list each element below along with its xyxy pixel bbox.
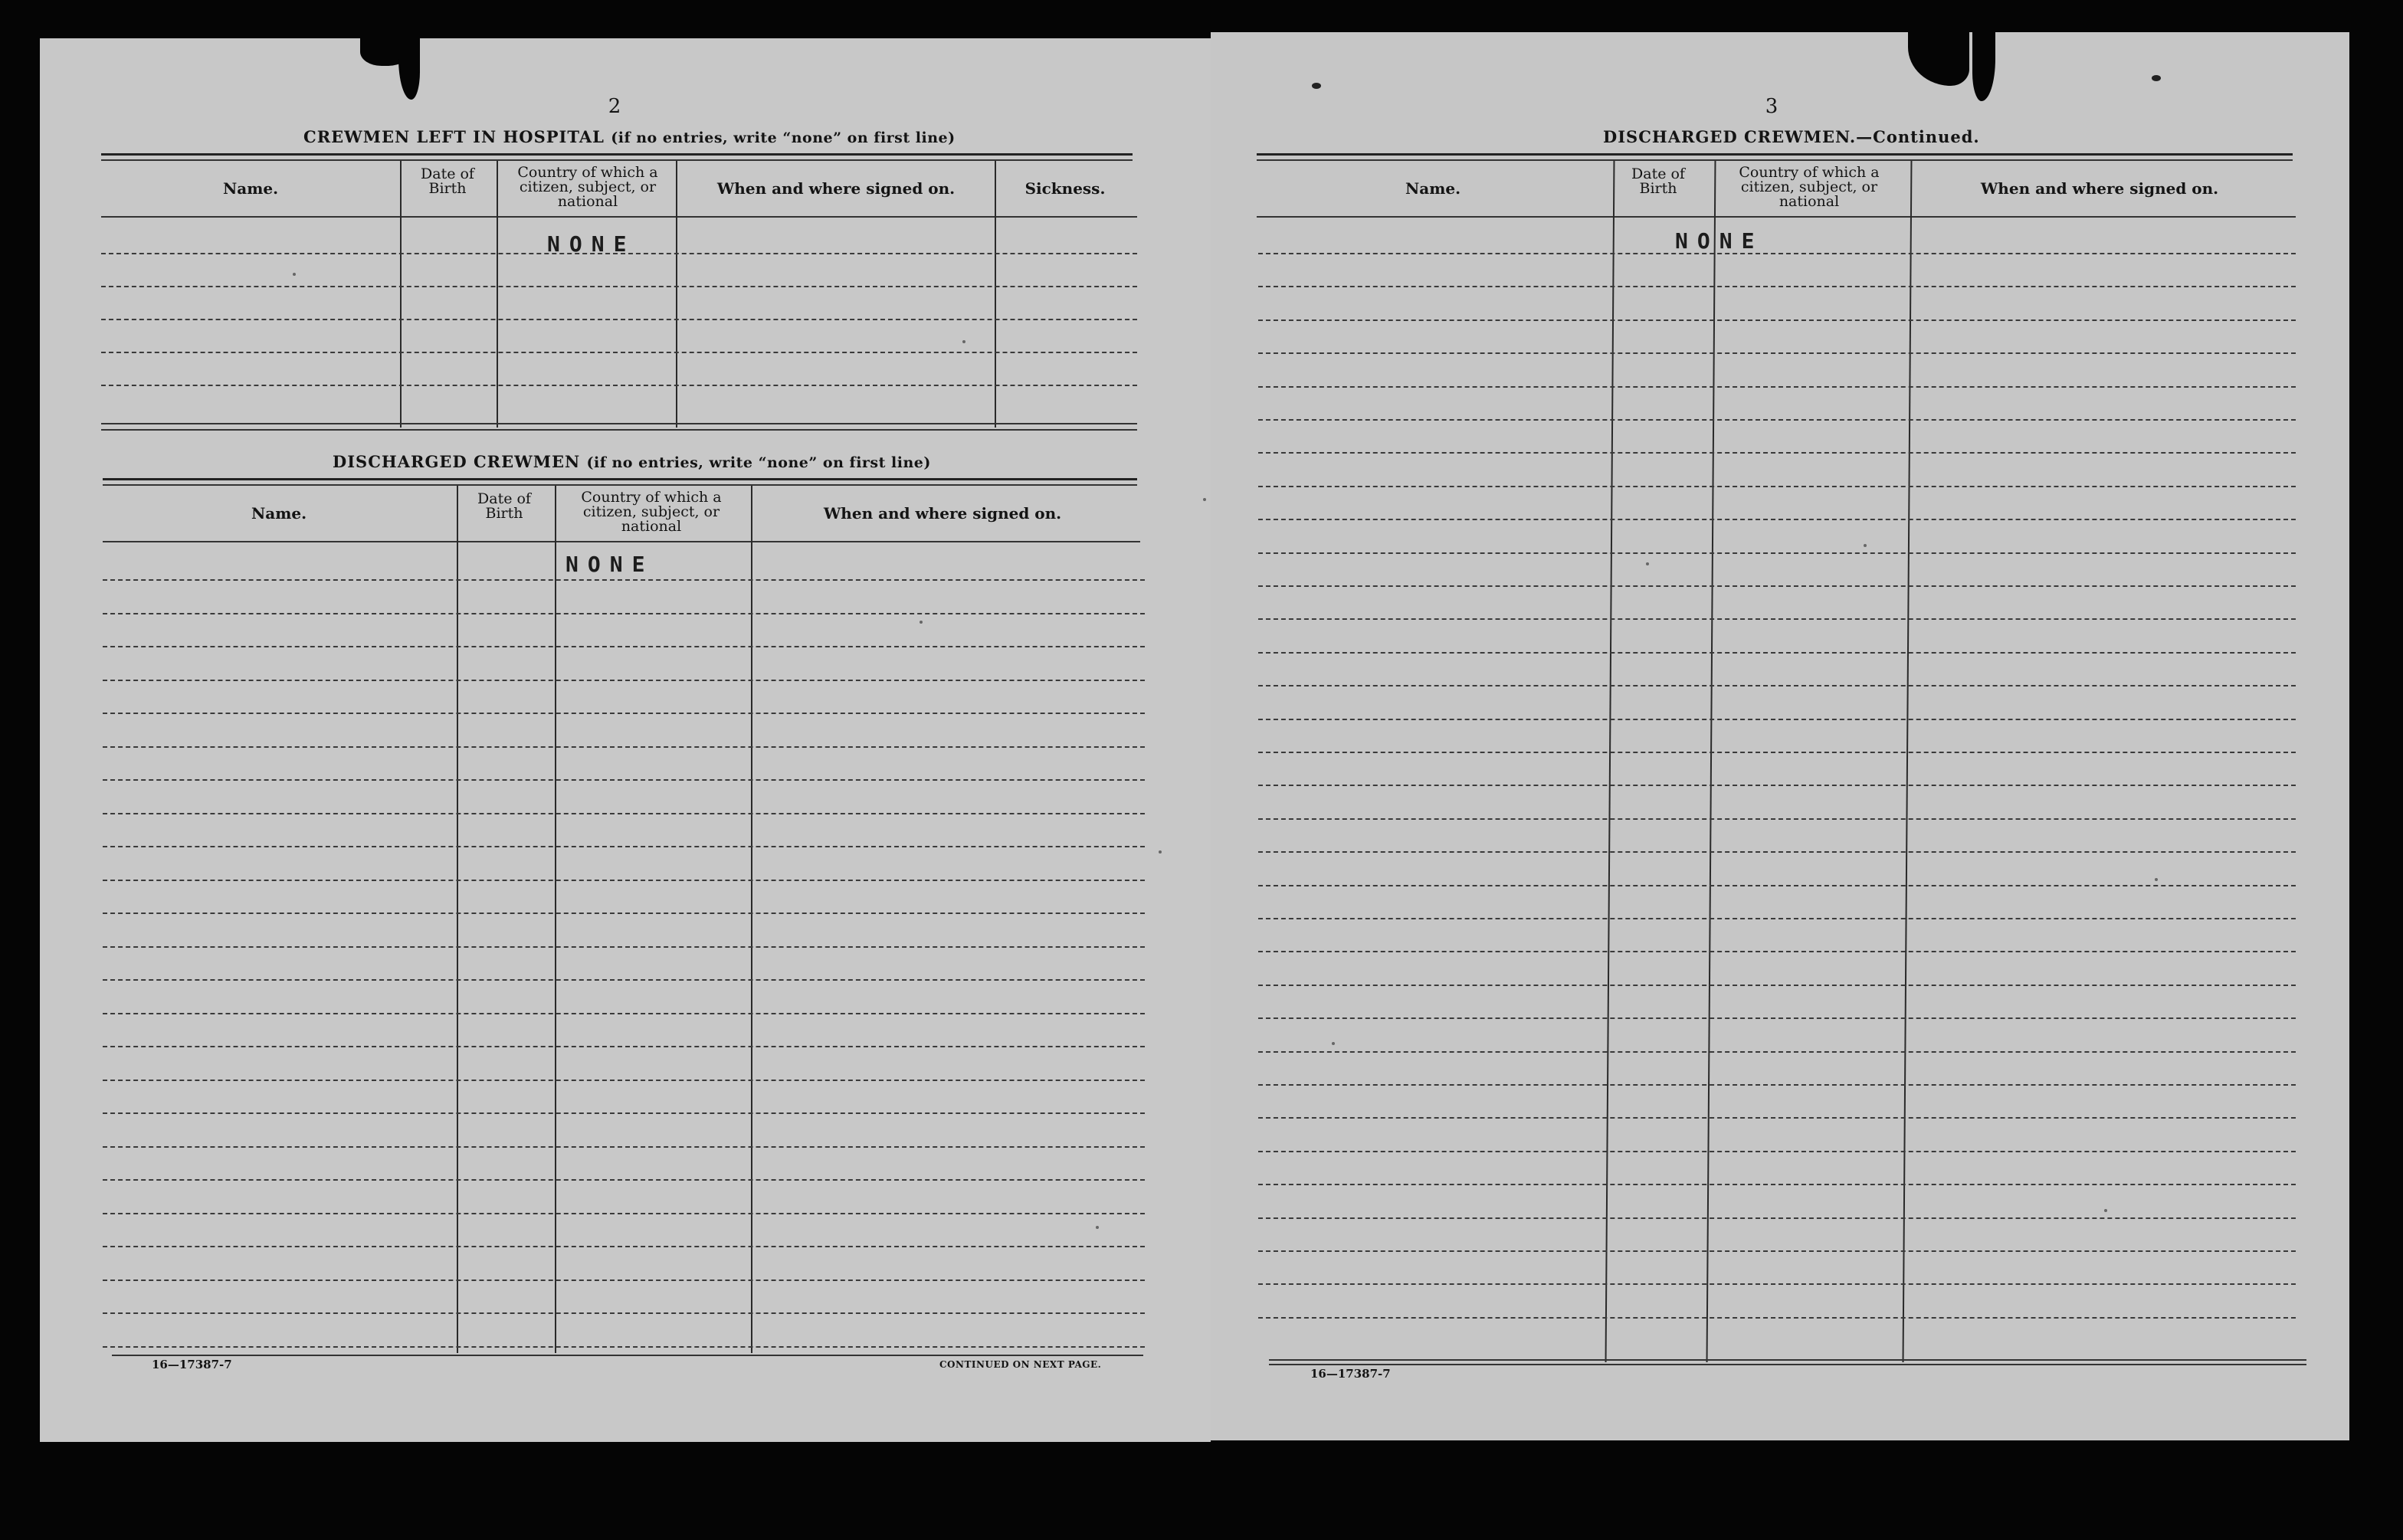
scan-speck [1096,1226,1099,1229]
scan-speck [962,340,965,343]
entry-line [1258,918,2296,919]
form-number: 16—17387-7 [1310,1367,1391,1381]
entry-line [1258,851,2296,853]
column-divider [751,486,752,1353]
entry-line [103,746,1145,748]
column-divider [995,161,996,428]
column-divider [555,486,556,1353]
entry-line [101,319,1137,320]
entry-line [103,1213,1145,1214]
scan-speck [920,621,923,624]
column-divider [457,486,458,1353]
entry-line [1258,951,2296,952]
entry-line [101,385,1137,386]
entry-line [1258,1217,2296,1219]
entry-line [103,1346,1145,1348]
entry-line [1258,618,2296,620]
col-header-country: Country of which a citizen, subject, or national [1739,164,1880,210]
right-page [1211,32,2349,1440]
entry-line [103,1312,1145,1314]
table-bottom-rule [101,429,1137,431]
entry-line [103,1246,1145,1247]
entry-line [1258,486,2296,487]
discharged-section-title [333,452,931,471]
hospital-section-title [303,127,956,146]
col-header-date-of-birth: Date of Birth [1631,165,1685,197]
entry-line [1258,1250,2296,1252]
column-divider [400,161,402,428]
header-bottom-rule [101,216,1137,218]
discharged-title-note: (if no entries, write “none” on first line) [586,454,931,471]
page-number: 3 [1765,95,1778,118]
col-header-signed-on: When and where signed on. [823,504,1062,523]
col-header-date-of-birth: Date of Birth [421,165,474,197]
header-bottom-rule [1257,216,2296,218]
entry-line [103,1146,1145,1148]
table-top-rule [101,153,1133,156]
scan-speck [1203,498,1206,501]
hospital-title-note: (if no entries, write “none” on first line) [611,129,956,146]
scan-speck [2155,878,2158,881]
entry-line [103,1080,1145,1081]
entry-line [103,813,1145,814]
page-bottom-rule [1269,1364,2306,1365]
page-number: 2 [608,95,621,118]
entry-line [103,680,1145,681]
column-divider [497,161,498,428]
col-header-country: Country of which a citizen, subject, or national [517,164,658,210]
entry-line [103,1013,1145,1014]
entry-line [103,880,1145,881]
entry-line [1258,1017,2296,1019]
entry-line [103,613,1145,614]
col-header-name: Name. [1405,179,1461,198]
hospital-entry-none: NONE [547,231,636,257]
entry-line [103,1179,1145,1181]
entry-line [1258,652,2296,654]
col-header-date-of-birth: Date of Birth [477,490,531,522]
entry-line [103,713,1145,714]
entry-line [1258,552,2296,554]
page-bottom-rule [1269,1359,2306,1361]
table-top-rule [103,484,1137,486]
table-top-rule [1257,153,2293,156]
entry-line [103,946,1145,948]
col-header-country: Country of which a citizen, subject, or national [581,489,722,535]
page-bottom-rule [112,1355,1143,1356]
entry-line [1258,719,2296,720]
entry-line [1258,1317,2296,1319]
entry-line [101,253,1137,254]
entry-line [1258,286,2296,287]
entry-line [103,846,1145,847]
entry-line [1258,1283,2296,1285]
entry-line [101,352,1137,353]
scan-speck [1646,562,1649,565]
entry-line [1258,1184,2296,1185]
entry-line [1258,1051,2296,1053]
column-divider [676,161,677,428]
col-header-signed-on: When and where signed on. [716,179,956,198]
col-header-sickness: Sickness. [1024,179,1106,198]
discharged-entry-none: NONE [566,552,654,577]
entry-line [1258,419,2296,421]
entry-line [1258,1084,2296,1086]
entry-line [103,913,1145,914]
scan-speck [1312,83,1321,89]
right-entry-none: NONE [1675,228,1764,254]
entry-line [1258,319,2296,321]
discharged-title-text: DISCHARGED CREWMEN [333,452,581,471]
entry-line [1258,1151,2296,1152]
entry-line [103,1046,1145,1047]
entry-line [1258,885,2296,886]
scan-speck [1332,1042,1335,1045]
entry-line [1258,352,2296,354]
entry-line [103,1112,1145,1114]
entry-line [1258,818,2296,820]
entry-line [1258,253,2296,254]
entry-line [1258,452,2296,454]
scan-speck [1159,850,1162,854]
col-header-signed-on: When and where signed on. [1980,179,2219,198]
entry-line [1258,519,2296,520]
scan-speck [2152,75,2161,81]
entry-line [1258,752,2296,753]
table-bottom-rule [101,423,1137,424]
entry-line [1258,585,2296,587]
scan-speck [1864,544,1867,547]
entry-line [103,646,1145,647]
form-number: 16—17387-7 [152,1358,232,1371]
entry-line [103,579,1145,581]
header-bottom-rule [103,541,1140,542]
entry-line [101,286,1137,287]
scan-speck [293,273,296,276]
right-section-title: DISCHARGED CREWMEN.—Continued. [1603,127,1980,146]
entry-line [103,979,1145,981]
entry-line [1258,785,2296,786]
page-edge [2349,32,2403,1440]
entry-line [1258,685,2296,686]
entry-line [1258,985,2296,986]
entry-line [1258,1117,2296,1119]
entry-line [1258,386,2296,388]
col-header-name: Name. [222,179,279,198]
entry-line [103,1280,1145,1281]
table-top-rule [101,159,1133,161]
entry-line [103,779,1145,781]
continued-note: CONTINUED ON NEXT PAGE. [939,1359,1102,1370]
table-top-rule [103,478,1137,480]
col-header-name: Name. [251,504,307,523]
hospital-title-text: CREWMEN LEFT IN HOSPITAL [303,127,605,146]
scan-speck [2104,1209,2107,1212]
table-top-rule [1257,159,2293,161]
